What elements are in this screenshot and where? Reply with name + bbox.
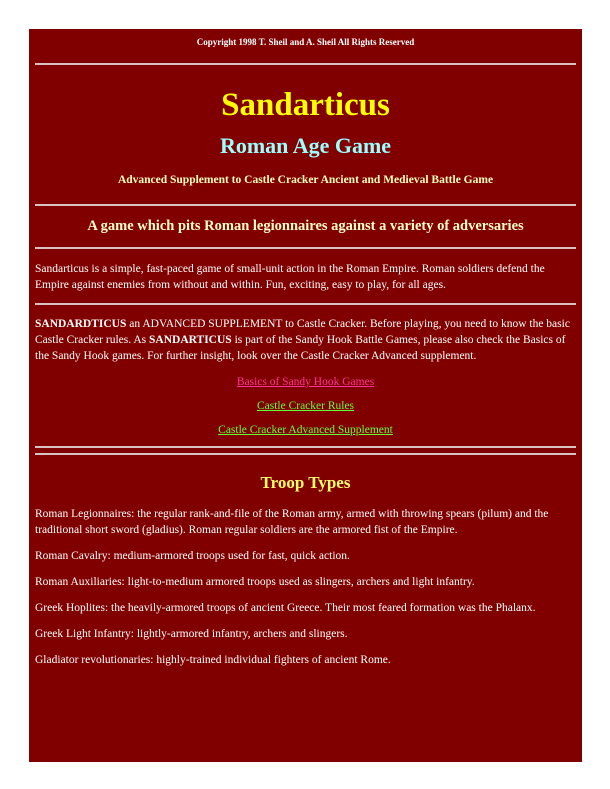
supplement-line: Advanced Supplement to Castle Cracker Ancient and Medieval Battle Game <box>117 174 494 186</box>
troop-item: Roman Legionnaires: the regular rank-and-file of the Roman army, armed with throwing spears (pilum) and the traditional short sword (gladius). Roman regular soldiers are the armored fist of the Empire. <box>35 508 549 536</box>
divider <box>35 63 576 65</box>
divider <box>35 247 576 249</box>
troop-item: Roman Auxiliaries: light-to-medium armored troops used as slingers, archers and light infantry. <box>35 576 475 588</box>
game-name-bold: SANDARTICUS <box>149 334 232 346</box>
tagline: A game which pits Roman legionnaires against a variety of adversaries <box>87 218 524 234</box>
page-panel <box>29 29 582 762</box>
link-castle-cracker-rules[interactable]: Castle Cracker Rules <box>256 400 355 412</box>
link-sandy-hook-basics[interactable]: Basics of Sandy Hook Games <box>236 376 375 388</box>
troop-types-heading: Troop Types <box>260 473 351 492</box>
divider <box>35 303 576 305</box>
intro-paragraph: Sandarticus is a simple, fast-paced game of small-unit action in the Roman Empire. Roman soldiers defend the Empire against enemies from without and within. Fun, exciting, easy to play, for all ages. <box>35 263 545 291</box>
page-title: Sandarticus <box>221 87 390 123</box>
divider <box>35 204 576 206</box>
troop-item: Greek Light Infantry: lightly-armored infantry, archers and slingers. <box>35 628 348 640</box>
copyright-notice: Copyright 1998 T. Sheil and A. Sheil All Rights Reserved <box>196 37 415 47</box>
link-list <box>35 376 576 436</box>
link-castle-cracker-advanced[interactable]: Castle Cracker Advanced Supplement <box>218 424 393 436</box>
divider <box>35 446 576 448</box>
game-name-bold: SANDARDTICUS <box>35 318 127 330</box>
troop-item: Roman Cavalry: medium-armored troops used for fast, quick action. <box>35 550 350 562</box>
divider <box>35 453 576 455</box>
page-subtitle: Roman Age Game <box>219 133 392 158</box>
troop-item: Gladiator revolutionaries: highly-trained individual fighters of ancient Rome. <box>35 654 391 666</box>
supplement-paragraph: SANDARDTICUS an ADVANCED SUPPLEMENT to Castle Cracker. Before playing, you need to know the basic Castle Cracker rules. As SANDARTICUS is part of the Sandy Hook Battle Games, please also check the Basics of the Sandy Hook games. For further insight, look over the Castle Cracker Advanced supplement. <box>35 318 570 362</box>
troop-item: Greek Hoplites: the heavily-armored troops of ancient Greece. Their most feared formation was the Phalanx. <box>35 602 536 614</box>
